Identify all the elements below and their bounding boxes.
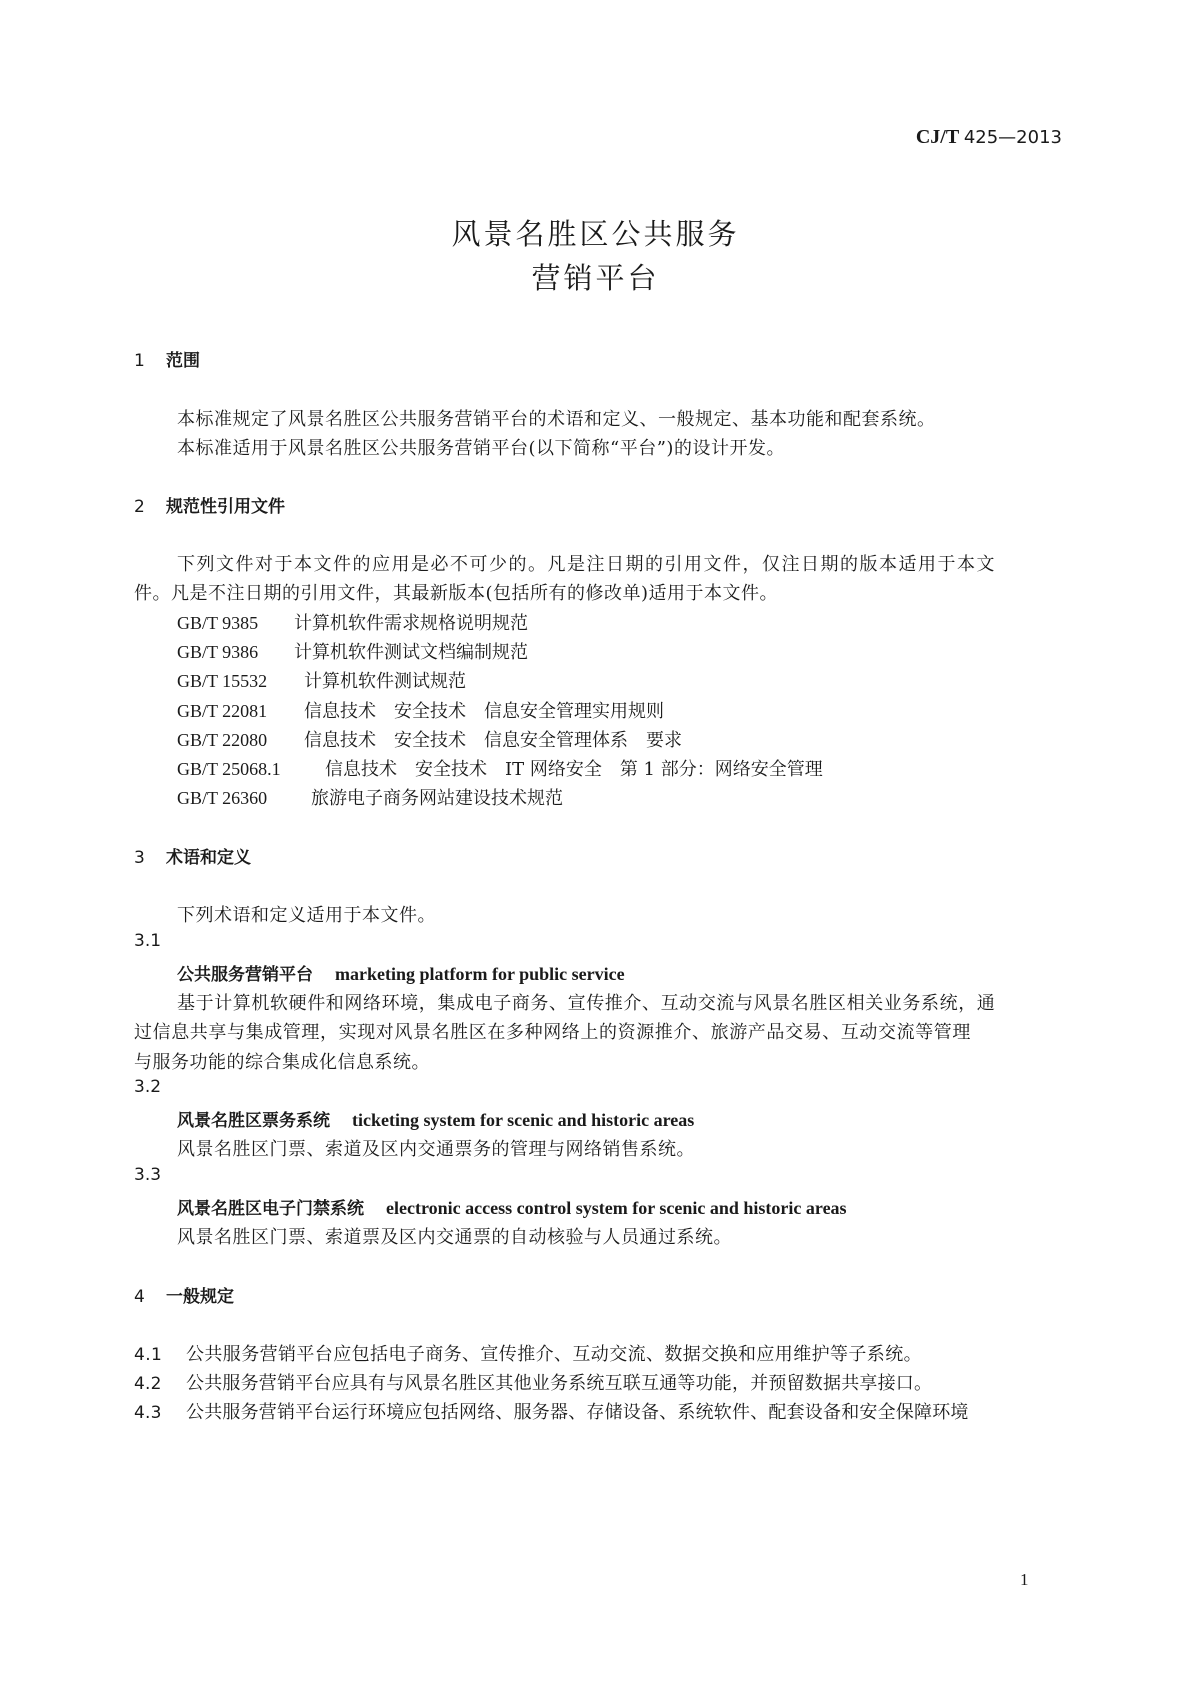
scope-paragraph-1: 本标准规定了风景名胜区公共服务营销平台的术语和定义、一般规定、基本功能和配套系统。 [177,409,936,430]
general-clause [134,1340,922,1366]
term-chinese: 风景名胜区电子门禁系统 [177,1199,364,1219]
reference-title: 计算机软件需求规格说明规范 [294,613,528,634]
section-number: 4 [134,1287,145,1307]
term-definition-line: 基于计算机软硬件和网络环境，集成电子商务、宣传推介、互动交流与风景名胜区相关业务系统，通 [177,993,996,1014]
term-chinese: 公共服务营销平台 [177,965,313,985]
reference-title: 信息技术 安全技术 信息安全管理体系 要求 [304,730,682,751]
term-definition-line: 风景名胜区门票、索道及区内交通票务的管理与网络销售系统。 [177,1139,695,1160]
reference-title: 信息技术 安全技术 信息安全管理实用规则 [304,701,664,722]
reference-title: 计算机软件测试文档编制规范 [294,642,528,663]
section-3-heading [134,843,251,868]
general-clause [134,1369,932,1395]
term-chinese: 风景名胜区票务系统 [177,1111,330,1131]
normative-reference [177,755,823,781]
term-number: 3.2 [134,1077,162,1097]
section-title: 范围 [166,351,200,371]
reference-code: GB/T 9386 [177,642,259,662]
reference-code: GB/T 15532 [177,671,268,691]
clause-number: 4.2 [134,1374,162,1394]
term-english: marketing platform for public service [335,964,625,984]
section-1-heading [134,346,200,371]
section-number: 1 [134,351,145,371]
section-2-heading [134,492,285,517]
clause-number: 4.1 [134,1345,163,1365]
terms-intro: 下列术语和定义适用于本文件。 [177,905,436,926]
term-definition-line: 过信息共享与集成管理，实现对风景名胜区在多种网络上的资源推介、旅游产品交易、互动交流等管理 [134,1022,971,1043]
standard-code [0,126,1062,149]
page-number: 1 [1020,1570,1029,1589]
term-english: ticketing system for scenic and historic areas [352,1110,695,1130]
reference-code: GB/T 22081 [177,701,268,721]
term-heading [177,1194,847,1219]
document-title-line1: 风景名胜区公共服务 [451,217,740,251]
document-title-line2: 营销平台 [531,261,660,295]
term-heading [177,1106,694,1131]
section-title: 术语和定义 [166,848,251,868]
section-title: 一般规定 [166,1287,234,1307]
normative-intro-line1: 下列文件对于本文件的应用是必不可少的。凡是注日期的引用文件，仅注日期的版本适用于本文 [177,554,996,575]
reference-title: 计算机软件测试规范 [304,671,466,692]
term-number: 3.3 [134,1165,162,1185]
term-definition-line: 与服务功能的综合集成化信息系统。 [134,1052,430,1073]
clause-number: 4.3 [134,1403,162,1423]
general-clause [134,1398,969,1424]
normative-reference [177,726,682,752]
normative-intro-line2: 件。凡是不注日期的引用文件，其最新版本(包括所有的修改单)适用于本文件。 [134,583,779,604]
section-number: 3 [134,848,145,868]
term-definition-line: 风景名胜区门票、索道票及区内交通票的自动核验与人员通过系统。 [177,1227,732,1248]
section-4-heading [134,1282,234,1307]
normative-reference [177,638,528,664]
normative-reference [177,667,466,693]
clause-text: 公共服务营销平台应包括电子商务、宣传推介、互动交流、数据交换和应用维护等子系统。 [186,1344,922,1365]
clause-text: 公共服务营销平台应具有与风景名胜区其他业务系统互联互通等功能，并预留数据共享接口。 [186,1373,933,1394]
section-title: 规范性引用文件 [166,497,285,517]
standard-code-number: 425—2013 [963,127,1062,148]
reference-title: 旅游电子商务网站建设技术规范 [311,788,563,809]
reference-code: GB/T 9385 [177,613,259,633]
clause-text: 公共服务营销平台运行环境应包括网络、服务器、存储设备、系统软件、配套设备和安全保障环境 [186,1402,969,1423]
scope-paragraph-2: 本标准适用于风景名胜区公共服务营销平台(以下简称“平台”)的设计开发。 [177,438,785,459]
term-number: 3.1 [134,931,162,951]
normative-reference [177,697,664,723]
term-heading [177,960,625,985]
reference-title: 信息技术 安全技术 IT 网络安全 第 1 部分：网络安全管理 [325,759,823,780]
normative-reference [177,784,563,810]
normative-reference [177,609,528,635]
reference-code: GB/T 25068.1 [177,759,281,779]
section-number: 2 [134,497,145,517]
standard-code-prefix: CJ/T [915,126,959,148]
reference-code: GB/T 22080 [177,730,268,750]
term-english: electronic access control system for scenic and historic areas [386,1198,847,1218]
reference-code: GB/T 26360 [177,788,268,808]
